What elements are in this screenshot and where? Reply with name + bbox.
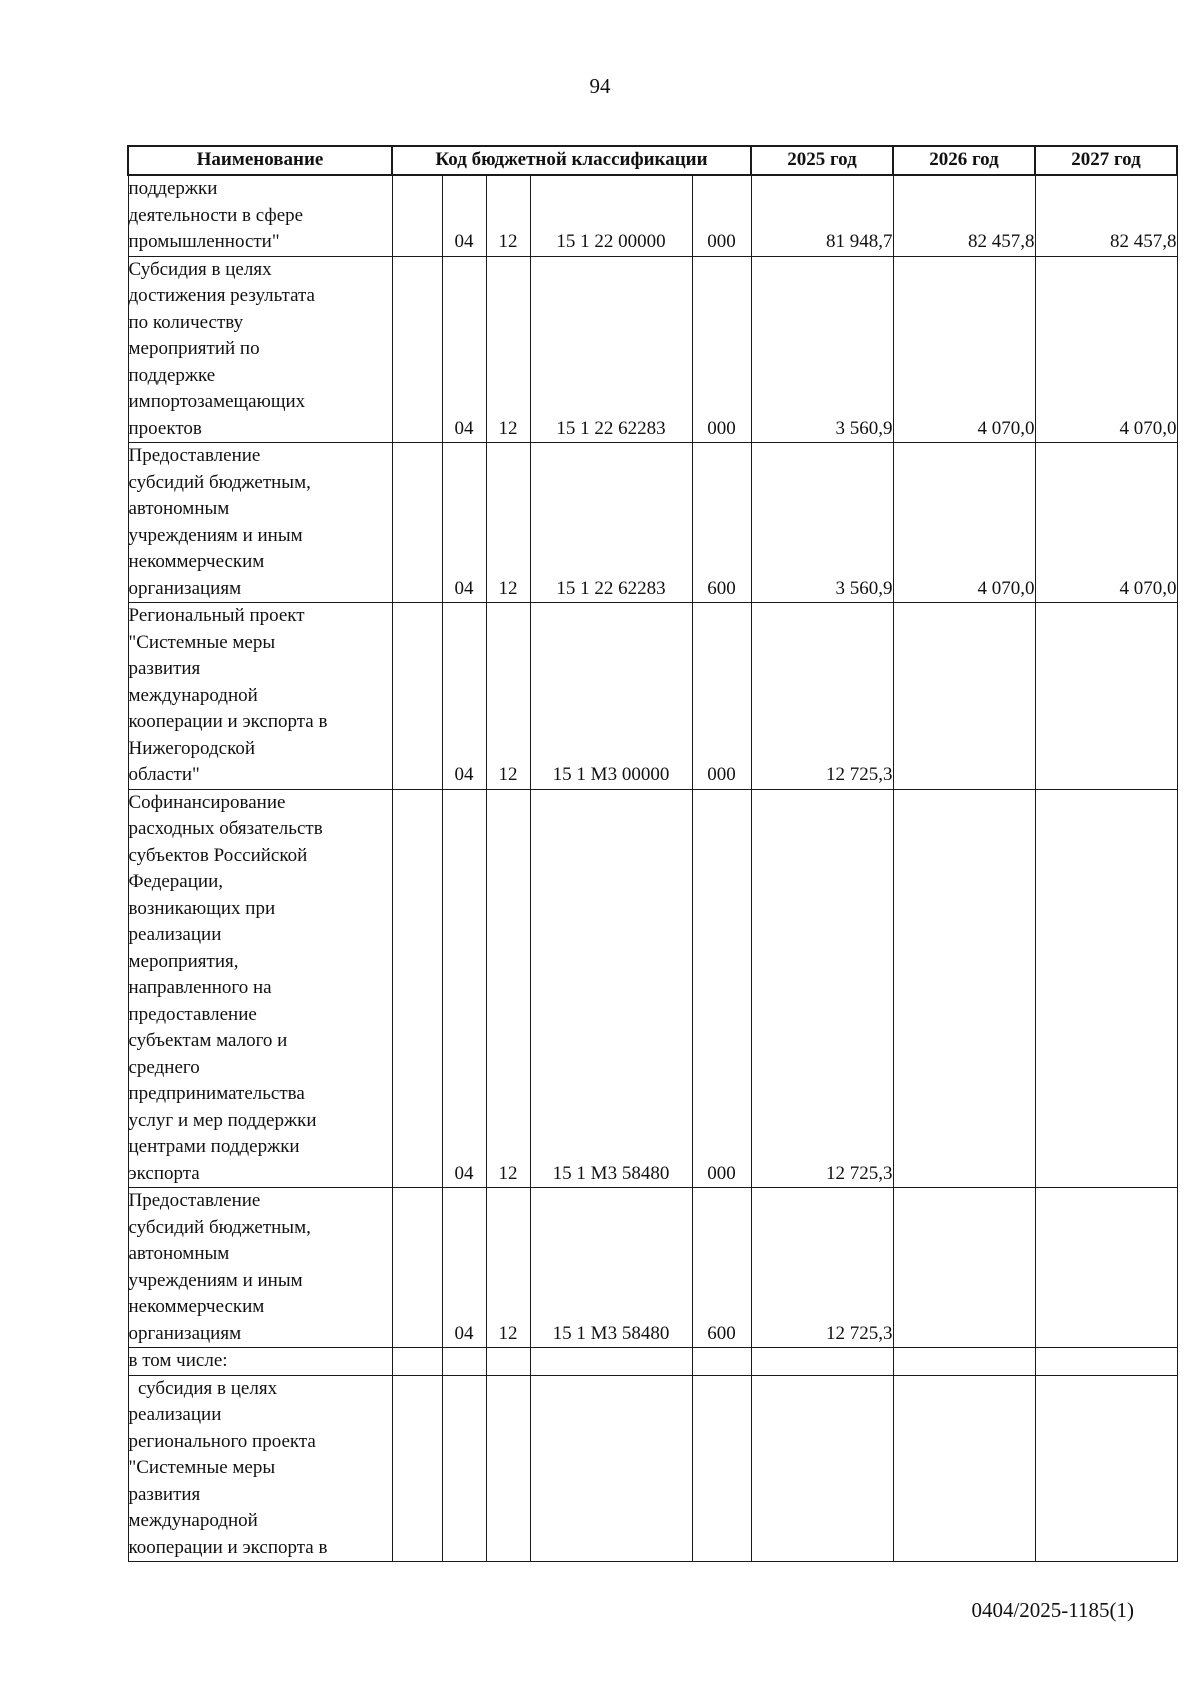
table-header-row — [128, 146, 1177, 175]
row-code-target: 15 1 М3 58480 — [530, 789, 692, 1188]
row-code-section — [442, 1375, 486, 1562]
table-row — [128, 443, 1177, 603]
row-amount-2025: 12 725,3 — [751, 1188, 893, 1348]
row-name: Предоставление субсидий бюджетным, автономным учреждениям и иным некоммерческим организациям — [128, 1188, 392, 1348]
row-code-program — [392, 443, 442, 603]
row-amount-2027 — [1035, 1348, 1177, 1376]
row-code-expense-type: 000 — [692, 789, 751, 1188]
row-code-subsection: 12 — [486, 256, 530, 443]
row-code-section: 04 — [442, 175, 486, 256]
header-code: Код бюджетной классификации — [392, 146, 751, 175]
row-amount-2025: 3 560,9 — [751, 443, 893, 603]
row-code-subsection — [486, 1348, 530, 1376]
table-row — [128, 789, 1177, 1188]
row-amount-2026 — [893, 1188, 1035, 1348]
row-name: Региональный проект "Системные меры развития международной кооперации и экспорта в Нижегородской области" — [128, 603, 392, 790]
row-code-program — [392, 256, 442, 443]
row-code-target — [530, 1348, 692, 1376]
row-amount-2025: 12 725,3 — [751, 789, 893, 1188]
header-2025: 2025 год — [751, 146, 893, 175]
row-code-program — [392, 1188, 442, 1348]
row-code-subsection: 12 — [486, 443, 530, 603]
table-row — [128, 175, 1177, 256]
row-name: в том числе: — [128, 1348, 392, 1376]
row-amount-2026 — [893, 789, 1035, 1188]
row-amount-2026 — [893, 603, 1035, 790]
row-code-subsection: 12 — [486, 175, 530, 256]
row-code-target: 15 1 22 62283 — [530, 443, 692, 603]
row-code-target: 15 1 М3 58480 — [530, 1188, 692, 1348]
row-amount-2026: 4 070,0 — [893, 443, 1035, 603]
row-code-target: 15 1 М3 00000 — [530, 603, 692, 790]
row-code-section — [442, 1348, 486, 1376]
row-code-expense-type — [692, 1348, 751, 1376]
row-name: поддержки деятельности в сфере промышленности" — [128, 175, 392, 256]
row-amount-2025: 81 948,7 — [751, 175, 893, 256]
table-row — [128, 1348, 1177, 1376]
row-code-expense-type: 000 — [692, 603, 751, 790]
row-code-program — [392, 175, 442, 256]
row-code-subsection: 12 — [486, 789, 530, 1188]
row-name: Софинансирование расходных обязательств субъектов Российской Федерации, возникающих при реализации мероприятия, направленного на предоставление субъектам малого и среднего предпринимательства услуг и мер поддержки центрами поддержки экспорта — [128, 789, 392, 1188]
row-amount-2027 — [1035, 1188, 1177, 1348]
table-row — [128, 1375, 1177, 1562]
row-code-expense-type: 600 — [692, 443, 751, 603]
document-code: 0404/2025-1185(1) — [971, 1598, 1134, 1622]
row-amount-2025: 12 725,3 — [751, 603, 893, 790]
row-code-program — [392, 1348, 442, 1376]
row-code-section: 04 — [442, 789, 486, 1188]
row-amount-2027: 4 070,0 — [1035, 256, 1177, 443]
row-code-target — [530, 1375, 692, 1562]
row-code-section: 04 — [442, 443, 486, 603]
page-number: 94 — [589, 74, 611, 98]
row-code-section: 04 — [442, 603, 486, 790]
header-2027: 2027 год — [1035, 146, 1177, 175]
table-row — [128, 1188, 1177, 1348]
row-code-expense-type: 000 — [692, 256, 751, 443]
row-code-program — [392, 1375, 442, 1562]
row-amount-2025: 3 560,9 — [751, 256, 893, 443]
row-name: субсидия в целях реализации регионального проекта "Системные меры развития международной кооперации и экспорта в — [128, 1375, 392, 1562]
table-row — [128, 603, 1177, 790]
row-code-section: 04 — [442, 1188, 486, 1348]
row-amount-2027: 82 457,8 — [1035, 175, 1177, 256]
row-code-target: 15 1 22 00000 — [530, 175, 692, 256]
row-code-target: 15 1 22 62283 — [530, 256, 692, 443]
row-amount-2027 — [1035, 603, 1177, 790]
budget-table — [127, 145, 1178, 1562]
row-code-expense-type — [692, 1375, 751, 1562]
row-amount-2027: 4 070,0 — [1035, 443, 1177, 603]
row-name: Предоставление субсидий бюджетным, автономным учреждениям и иным некоммерческим организациям — [128, 443, 392, 603]
table-row — [128, 256, 1177, 443]
row-code-subsection: 12 — [486, 603, 530, 790]
row-amount-2026: 4 070,0 — [893, 256, 1035, 443]
row-code-expense-type: 000 — [692, 175, 751, 256]
row-code-program — [392, 789, 442, 1188]
row-amount-2027 — [1035, 1375, 1177, 1562]
row-amount-2027 — [1035, 789, 1177, 1188]
row-code-subsection — [486, 1375, 530, 1562]
row-code-subsection: 12 — [486, 1188, 530, 1348]
row-amount-2026 — [893, 1375, 1035, 1562]
row-amount-2025 — [751, 1348, 893, 1376]
row-code-section: 04 — [442, 256, 486, 443]
row-name: Субсидия в целях достижения результата по количеству мероприятий по поддержке импортозамещающих проектов — [128, 256, 392, 443]
header-2026: 2026 год — [893, 146, 1035, 175]
row-code-program — [392, 603, 442, 790]
header-name: Наименование — [128, 146, 392, 175]
row-amount-2026: 82 457,8 — [893, 175, 1035, 256]
row-code-expense-type: 600 — [692, 1188, 751, 1348]
row-amount-2026 — [893, 1348, 1035, 1376]
row-amount-2025 — [751, 1375, 893, 1562]
